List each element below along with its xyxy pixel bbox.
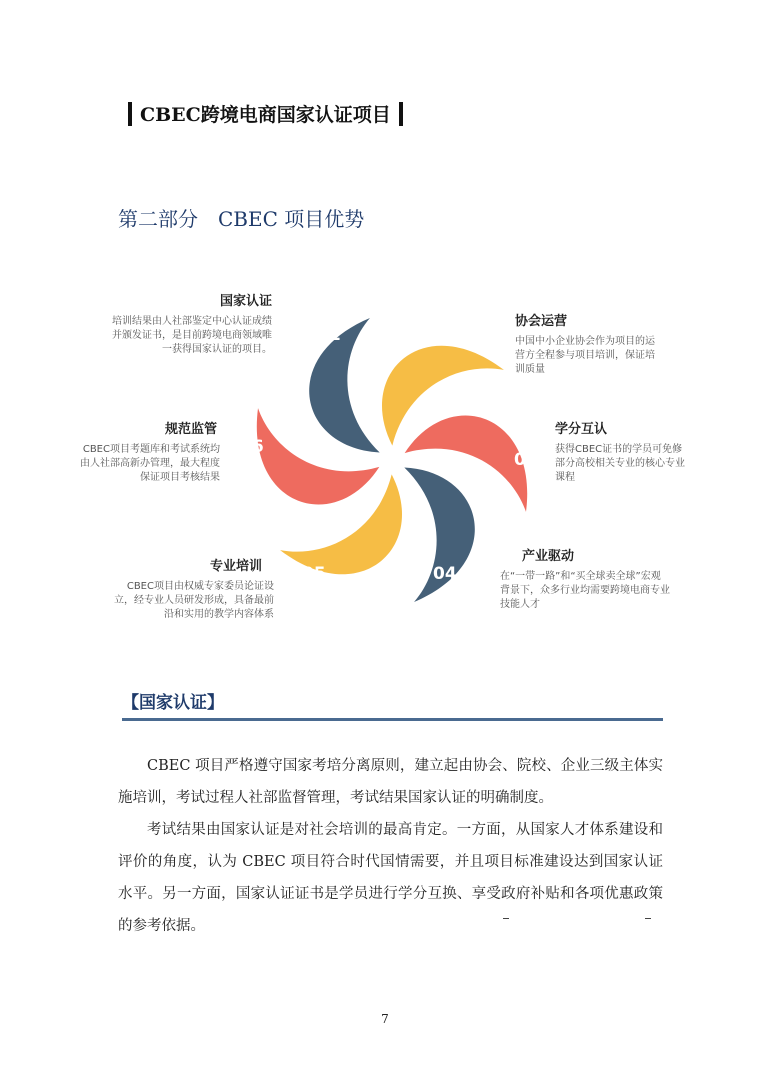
petal-num-06: 06 — [240, 437, 264, 457]
item-desc-05: CBEC项目由权威专家委员论证设立，经专业人员研发形成，具备最前沿和实用的教学内容体系 — [114, 581, 274, 620]
item-title-04: 产业驱动 — [522, 549, 575, 564]
document-header — [120, 100, 411, 127]
item-desc-06: CBEC项目考题库和考试系统均由人社部高新办管理，最大程度保证项目考核结果 — [80, 444, 220, 483]
sub-heading: 【国家认证】 — [122, 693, 224, 713]
advantages-diagram — [0, 270, 770, 640]
petal-num-02: 02 — [449, 325, 473, 345]
item-label-01 — [112, 290, 272, 357]
item-title-05: 专业培训 — [210, 559, 263, 574]
item-title-01: 国家认证 — [219, 294, 272, 309]
item-desc-01: 培训结果由人社部鉴定中心认证成绩并颁发证书，是目前跨境电商领域唯一获得国家认证的项目。 — [112, 316, 272, 355]
item-title-02: 协会运营 — [515, 314, 568, 329]
footnote-mark-right — [645, 918, 651, 919]
item-title-06: 规范监管 — [165, 422, 218, 437]
paragraph-1: CBEC 项目严格遵守国家考培分离原则，建立起由协会、院校、企业三级主体实施培训，考试过程人社部监督管理，考试结果国家认证的明确制度。 — [118, 758, 663, 806]
petal-num-05: 05 — [302, 564, 326, 584]
header-bar-right — [399, 102, 403, 126]
body-text — [118, 750, 663, 942]
item-label-06 — [80, 418, 220, 485]
item-label-05 — [112, 555, 274, 622]
item-desc-03: 获得CBEC证书的学员可免修部分高校相关专业的核心专业课程 — [555, 444, 685, 483]
header-bar-left — [128, 102, 132, 126]
item-title-03: 学分互认 — [555, 422, 608, 437]
page-number: 7 — [381, 1012, 389, 1026]
petal-06 — [250, 408, 384, 510]
footnote-mark-left — [503, 918, 509, 919]
section-title: 第二部分 CBEC 项目优势 — [118, 207, 365, 231]
item-label-04 — [500, 545, 670, 612]
petal-num-04: 04 — [433, 564, 457, 584]
header-title: CBEC跨境电商国家认证项目 — [140, 104, 391, 126]
item-label-02 — [515, 310, 655, 377]
petal-num-01: 01 — [317, 325, 341, 345]
petal-num-03: 03 — [514, 450, 538, 470]
item-desc-04: 在“一带一路”和“买全球卖全球”宏观背景下，众多行业均需要跨境电商专业技能人才 — [500, 571, 670, 610]
item-desc-02: 中国中小企业协会作为项目的运营方全程参与项目培训，保证培训质量 — [515, 336, 655, 375]
heading-rule — [122, 718, 663, 721]
paragraph-2: 考试结果由国家认证是对社会培训的最高肯定。一方面，从国家人才体系建设和评价的角度，认为 CBEC 项目符合时代国情需要，并且项目标准建设达到国家认证水平。另一方面，国家认证证书是学员进行学分互换、享受政府补贴和各项优惠政策的参考依据。 — [118, 822, 663, 934]
item-label-03 — [555, 418, 690, 485]
